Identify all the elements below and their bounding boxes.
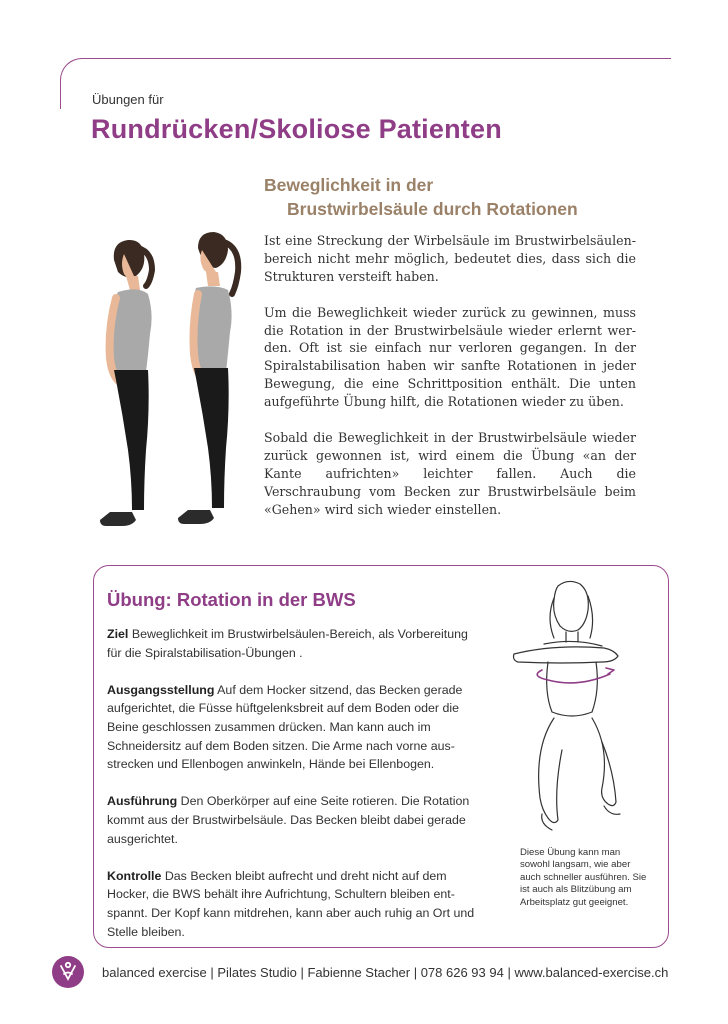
item-label: Kontrolle xyxy=(107,868,162,883)
section-title-line1: Beweglichkeit in der xyxy=(264,175,434,195)
item-text: Auf dem Hocker sitzend, das Becken gerade aufgerichtet, die Füsse hüftgelenksbreit auf dem Boden oder die Beine geschlossen zusammen drücken. Man kann auch im Schneidersitz auf dem Boden sitzen. Die Arme nach vorne ausstrecken und Ellenbogen anwinkeln, Hände bei Ellenbogen. xyxy=(107,682,463,772)
exercise-title: Übung: Rotation in der BWS xyxy=(107,589,356,610)
intro-text xyxy=(264,232,636,536)
section-title-line2: Brustwirbelsäule durch Rotationen xyxy=(287,199,578,219)
figure-upright xyxy=(178,232,238,524)
exercise-item-goal xyxy=(107,625,485,662)
exercise-item-start xyxy=(107,681,485,774)
drawing-caption: Diese Übung kann man sowohl langsam, wie aber auch schneller ausführen. Sie ist auch als Blitzübung am Arbeitsplatz gut geeignet. xyxy=(520,847,647,908)
footer-contact: balanced exercise | Pilates Studio | Fabienne Stacher | 078 626 93 94 | www.balanced-exercise.ch xyxy=(102,965,669,980)
page-title: Rundrücken/Skoliose Patienten xyxy=(91,114,502,144)
item-text: Beweglichkeit im Brustwirbelsäulen-Bereich, als Vorbereitung für die Spiralstabilisation-Übungen . xyxy=(107,627,468,660)
rotation-exercise-drawing xyxy=(508,578,638,836)
exercise-item-execution xyxy=(107,792,485,848)
exercise-instructions xyxy=(107,625,485,960)
section-title xyxy=(264,173,578,221)
intro-paragraph-2: Um die Beweglichkeit wieder zurück zu gewinnen, muss die Rotation in der Brustwirbelsäule wieder erlernt werden. Oft ist sie einfach nur verloren gegangen. In der Spiralstabilisation haben wir sanfte Rotationen in jeder Bewegung, die eine Schrittposition enthält. Die unten aufgeführte Übung hilft, die Rotationen wieder zu üben. xyxy=(264,304,636,410)
item-label: Ziel xyxy=(107,627,129,641)
posture-comparison-photo xyxy=(86,228,256,536)
header-kicker: Übungen für xyxy=(92,92,164,107)
intro-paragraph-3: Sobald die Beweglichkeit in der Brustwirbelsäule wieder zurück gewonnen ist, wird einem die Übung «an der Kante aufrichten» leichter fallen. Auch die Verschraubung vom Becken zur Brustwirbelsäule beim «Gehen» wird sich wieder einstellen. xyxy=(264,429,636,517)
item-label: Ausführung xyxy=(107,794,178,809)
item-label: Ausgangsstellung xyxy=(107,682,215,697)
item-text: Den Oberkörper auf eine Seite rotieren. Die Rotation kommt aus der Brustwirbelsäule. Das Becken bleibt dabei gerade ausgerichtet. xyxy=(107,794,470,846)
studio-logo xyxy=(52,956,84,988)
item-text: Das Becken bleibt aufrecht und dreht nicht auf dem Hocker, die BWS behält ihre Aufrichtung, Schultern bleiben entspannt. Der Kopf kann mitdrehen, kann aber auch ruhig an Ort und Stelle bleiben. xyxy=(107,868,475,939)
exercise-item-control xyxy=(107,867,485,941)
intro-paragraph-1: Ist eine Streckung der Wirbelsäule im Brustwirbelsäulenbereich nicht mehr möglich, bedeutet dies, dass sich die Strukturen versteift haben. xyxy=(264,233,636,284)
figure-slouched xyxy=(100,240,152,526)
rotation-arrow-icon xyxy=(537,670,610,683)
